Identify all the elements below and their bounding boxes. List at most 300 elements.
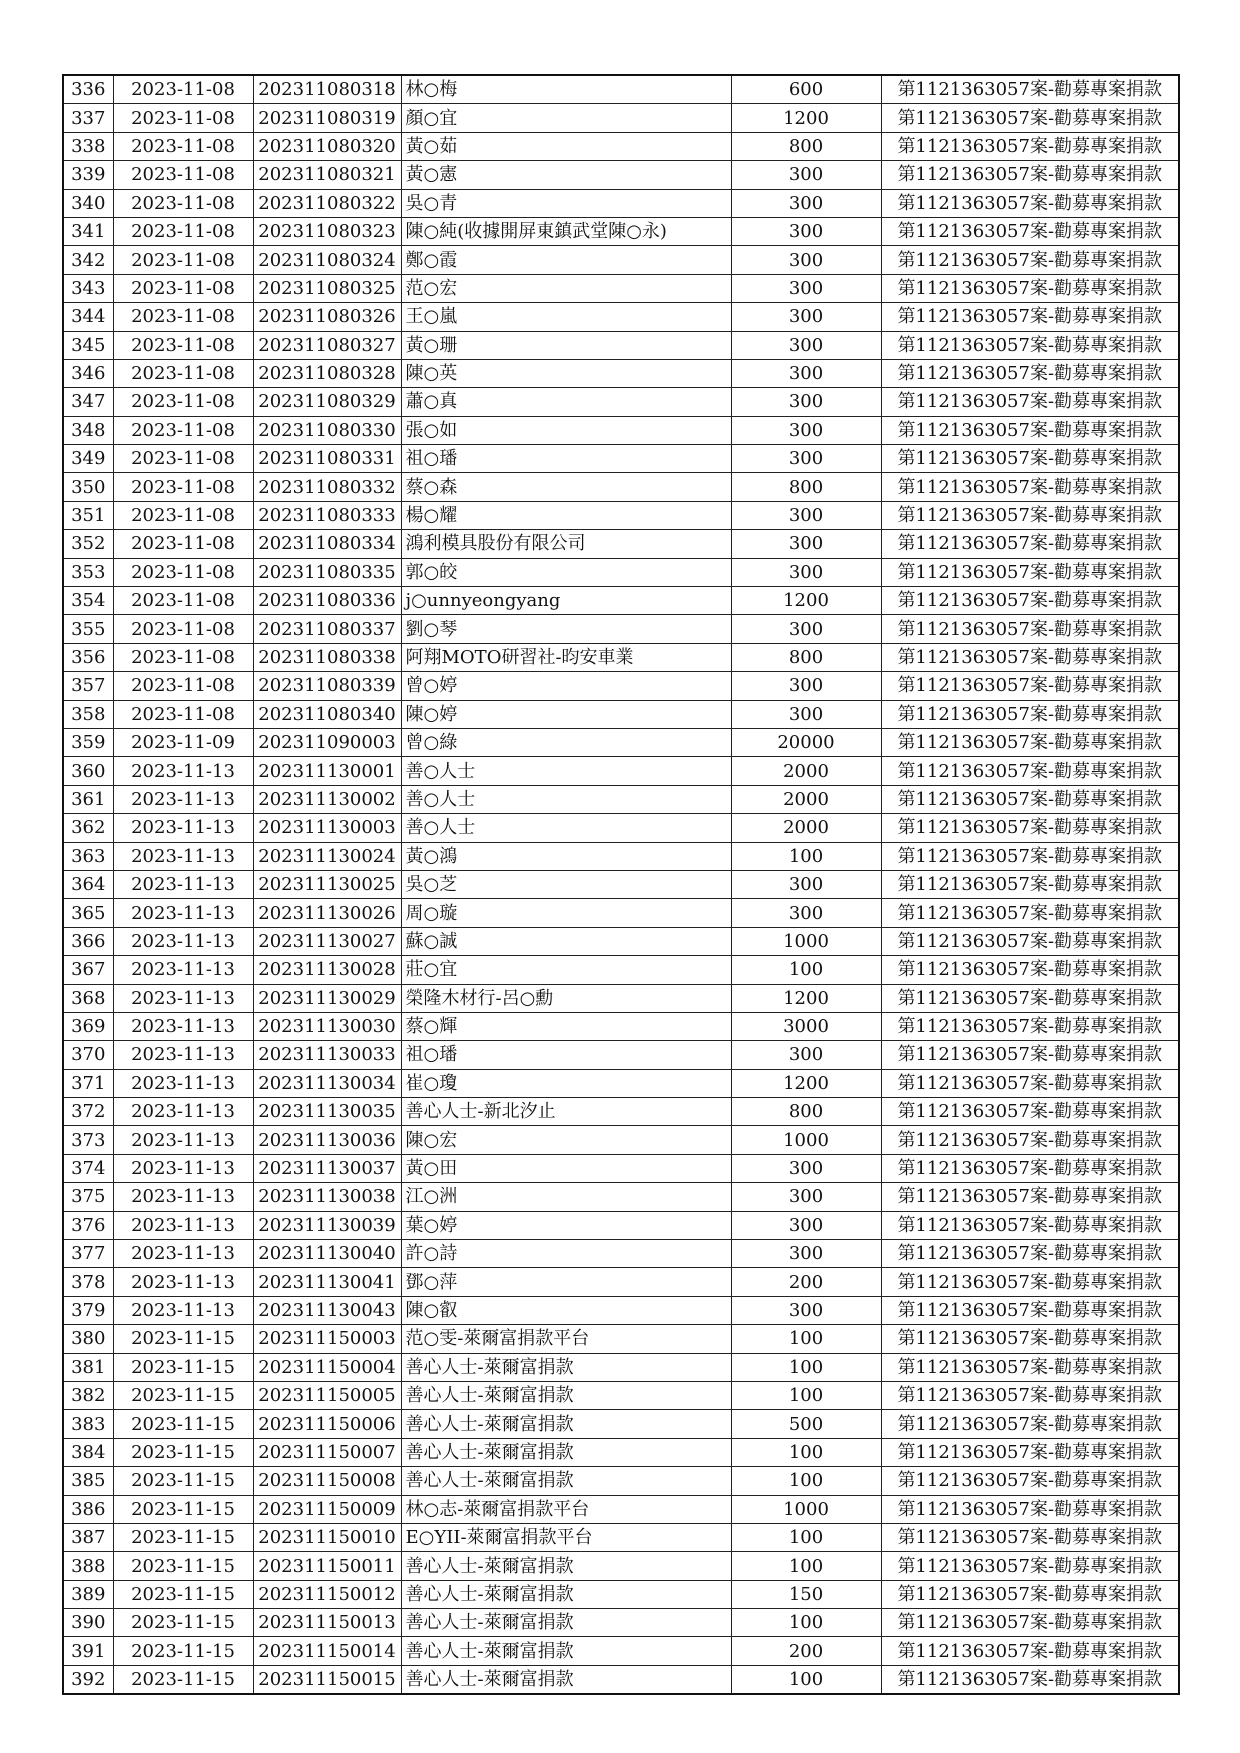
donor-name: 鄧○萍 <box>401 1268 731 1296</box>
donation-date: 2023-11-09 <box>113 728 253 756</box>
receipt-number: 202311130025 <box>253 870 401 898</box>
donor-name: 善○人士 <box>401 757 731 785</box>
donor-name: 陳○婷 <box>401 700 731 728</box>
case-note: 第1121363057案-勸募專案捐款 <box>881 217 1179 245</box>
receipt-number: 202311080340 <box>253 700 401 728</box>
donation-date: 2023-11-08 <box>113 558 253 586</box>
donation-date: 2023-11-08 <box>113 501 253 529</box>
row-number: 363 <box>63 842 113 870</box>
receipt-number: 202311150011 <box>253 1552 401 1580</box>
table-row <box>63 303 1179 331</box>
donor-name: 蕭○真 <box>401 388 731 416</box>
receipt-number: 202311130029 <box>253 984 401 1012</box>
case-note: 第1121363057案-勸募專案捐款 <box>881 104 1179 132</box>
donation-amount: 100 <box>731 1325 881 1353</box>
case-note: 第1121363057案-勸募專案捐款 <box>881 814 1179 842</box>
donor-name: E○YII-萊爾富捐款平台 <box>401 1523 731 1551</box>
case-note: 第1121363057案-勸募專案捐款 <box>881 1523 1179 1551</box>
table-row <box>63 501 1179 529</box>
donation-amount: 300 <box>731 416 881 444</box>
donor-name: 善○人士 <box>401 785 731 813</box>
donation-date: 2023-11-15 <box>113 1552 253 1580</box>
row-number: 345 <box>63 331 113 359</box>
table-row <box>63 1183 1179 1211</box>
row-number: 372 <box>63 1098 113 1126</box>
donation-date: 2023-11-13 <box>113 1012 253 1040</box>
donation-date: 2023-11-15 <box>113 1353 253 1381</box>
donor-name: 吳○青 <box>401 189 731 217</box>
table-row <box>63 274 1179 302</box>
donation-date: 2023-11-13 <box>113 1154 253 1182</box>
row-number: 371 <box>63 1069 113 1097</box>
case-note: 第1121363057案-勸募專案捐款 <box>881 530 1179 558</box>
donor-name: 江○洲 <box>401 1183 731 1211</box>
donor-name: 善心人士-萊爾富捐款 <box>401 1353 731 1381</box>
donation-amount: 1000 <box>731 1495 881 1523</box>
donation-date: 2023-11-15 <box>113 1495 253 1523</box>
receipt-number: 202311130035 <box>253 1098 401 1126</box>
donation-amount: 300 <box>731 359 881 387</box>
donor-name: 善心人士-萊爾富捐款 <box>401 1665 731 1694</box>
row-number: 378 <box>63 1268 113 1296</box>
donor-name: 陳○純(收據開屏東鎮武堂陳○永) <box>401 217 731 245</box>
row-number: 360 <box>63 757 113 785</box>
donation-amount: 100 <box>731 1552 881 1580</box>
donor-name: 蘇○誠 <box>401 927 731 955</box>
donation-amount: 300 <box>731 246 881 274</box>
table-row <box>63 615 1179 643</box>
donor-name: 張○如 <box>401 416 731 444</box>
receipt-number: 202311130001 <box>253 757 401 785</box>
donation-date: 2023-11-15 <box>113 1523 253 1551</box>
receipt-number: 202311150014 <box>253 1637 401 1665</box>
row-number: 380 <box>63 1325 113 1353</box>
row-number: 356 <box>63 643 113 671</box>
receipt-number: 202311150013 <box>253 1609 401 1637</box>
donation-date: 2023-11-13 <box>113 1126 253 1154</box>
table-row <box>63 1041 1179 1069</box>
row-number: 353 <box>63 558 113 586</box>
donor-name: 黃○茹 <box>401 132 731 160</box>
receipt-number: 202311150007 <box>253 1438 401 1466</box>
table-row <box>63 700 1179 728</box>
table-row <box>63 1012 1179 1040</box>
receipt-number: 202311150004 <box>253 1353 401 1381</box>
row-number: 365 <box>63 899 113 927</box>
receipt-number: 202311130003 <box>253 814 401 842</box>
donation-amount: 2000 <box>731 757 881 785</box>
table-row <box>63 785 1179 813</box>
table-row <box>63 331 1179 359</box>
donation-date: 2023-11-13 <box>113 814 253 842</box>
donor-name: 善心人士-萊爾富捐款 <box>401 1637 731 1665</box>
case-note: 第1121363057案-勸募專案捐款 <box>881 274 1179 302</box>
row-number: 379 <box>63 1296 113 1324</box>
donation-amount: 2000 <box>731 814 881 842</box>
donation-amount: 800 <box>731 643 881 671</box>
donor-name: 鴻利模具股份有限公司 <box>401 530 731 558</box>
donor-name: 祖○璠 <box>401 445 731 473</box>
row-number: 390 <box>63 1609 113 1637</box>
row-number: 349 <box>63 445 113 473</box>
row-number: 336 <box>63 75 113 104</box>
receipt-number: 202311080330 <box>253 416 401 444</box>
donation-date: 2023-11-13 <box>113 842 253 870</box>
donation-amount: 1200 <box>731 587 881 615</box>
receipt-number: 202311080318 <box>253 75 401 104</box>
donor-name: 陳○叡 <box>401 1296 731 1324</box>
table-row <box>63 445 1179 473</box>
donor-name: 陳○英 <box>401 359 731 387</box>
table-row <box>63 1353 1179 1381</box>
donation-amount: 300 <box>731 899 881 927</box>
donation-date: 2023-11-08 <box>113 274 253 302</box>
case-note: 第1121363057案-勸募專案捐款 <box>881 501 1179 529</box>
row-number: 389 <box>63 1580 113 1608</box>
donation-amount: 100 <box>731 1353 881 1381</box>
table-row <box>63 416 1179 444</box>
table-row <box>63 359 1179 387</box>
case-note: 第1121363057案-勸募專案捐款 <box>881 899 1179 927</box>
receipt-number: 202311080322 <box>253 189 401 217</box>
case-note: 第1121363057案-勸募專案捐款 <box>881 75 1179 104</box>
receipt-number: 202311080332 <box>253 473 401 501</box>
row-number: 377 <box>63 1240 113 1268</box>
donor-name: 黃○田 <box>401 1154 731 1182</box>
donor-name: 范○宏 <box>401 274 731 302</box>
donor-name: 善心人士-萊爾富捐款 <box>401 1438 731 1466</box>
donor-name: 范○雯-萊爾富捐款平台 <box>401 1325 731 1353</box>
donation-amount: 300 <box>731 615 881 643</box>
receipt-number: 202311130024 <box>253 842 401 870</box>
donor-name: 葉○婷 <box>401 1211 731 1239</box>
receipt-number: 202311150003 <box>253 1325 401 1353</box>
donation-amount: 1000 <box>731 1126 881 1154</box>
case-note: 第1121363057案-勸募專案捐款 <box>881 473 1179 501</box>
donation-date: 2023-11-15 <box>113 1637 253 1665</box>
receipt-number: 202311080324 <box>253 246 401 274</box>
donation-date: 2023-11-15 <box>113 1410 253 1438</box>
row-number: 373 <box>63 1126 113 1154</box>
donation-date: 2023-11-08 <box>113 445 253 473</box>
row-number: 351 <box>63 501 113 529</box>
row-number: 357 <box>63 672 113 700</box>
case-note: 第1121363057案-勸募專案捐款 <box>881 1268 1179 1296</box>
row-number: 337 <box>63 104 113 132</box>
row-number: 383 <box>63 1410 113 1438</box>
case-note: 第1121363057案-勸募專案捐款 <box>881 246 1179 274</box>
donation-date: 2023-11-08 <box>113 104 253 132</box>
receipt-number: 202311150006 <box>253 1410 401 1438</box>
donor-name: 黃○珊 <box>401 331 731 359</box>
donation-date: 2023-11-15 <box>113 1609 253 1637</box>
donation-amount: 1200 <box>731 1069 881 1097</box>
donor-name: j○unnyeongyang <box>401 587 731 615</box>
receipt-number: 202311150015 <box>253 1665 401 1694</box>
donation-date: 2023-11-13 <box>113 984 253 1012</box>
donation-date: 2023-11-13 <box>113 1211 253 1239</box>
donation-amount: 800 <box>731 473 881 501</box>
donation-date: 2023-11-08 <box>113 331 253 359</box>
donation-date: 2023-11-08 <box>113 246 253 274</box>
row-number: 343 <box>63 274 113 302</box>
donation-amount: 200 <box>731 1268 881 1296</box>
row-number: 352 <box>63 530 113 558</box>
donation-date: 2023-11-08 <box>113 643 253 671</box>
table-row <box>63 587 1179 615</box>
donation-amount: 500 <box>731 1410 881 1438</box>
row-number: 370 <box>63 1041 113 1069</box>
case-note: 第1121363057案-勸募專案捐款 <box>881 587 1179 615</box>
receipt-number: 202311080326 <box>253 303 401 331</box>
table-row <box>63 1495 1179 1523</box>
case-note: 第1121363057案-勸募專案捐款 <box>881 785 1179 813</box>
donation-amount: 3000 <box>731 1012 881 1040</box>
table-row <box>63 1154 1179 1182</box>
table-row <box>63 132 1179 160</box>
receipt-number: 202311130040 <box>253 1240 401 1268</box>
donation-date: 2023-11-08 <box>113 416 253 444</box>
case-note: 第1121363057案-勸募專案捐款 <box>881 1069 1179 1097</box>
donation-amount: 300 <box>731 1041 881 1069</box>
row-number: 342 <box>63 246 113 274</box>
donation-amount: 300 <box>731 1154 881 1182</box>
table-row <box>63 1637 1179 1665</box>
donation-date: 2023-11-08 <box>113 388 253 416</box>
donation-amount: 800 <box>731 1098 881 1126</box>
donation-amount: 150 <box>731 1580 881 1608</box>
donation-date: 2023-11-13 <box>113 927 253 955</box>
donor-name: 阿翔MOTO研習社-昀安車業 <box>401 643 731 671</box>
receipt-number: 202311080339 <box>253 672 401 700</box>
table-row <box>63 956 1179 984</box>
case-note: 第1121363057案-勸募專案捐款 <box>881 331 1179 359</box>
donor-name: 郭○皎 <box>401 558 731 586</box>
donation-date: 2023-11-13 <box>113 1069 253 1097</box>
case-note: 第1121363057案-勸募專案捐款 <box>881 1353 1179 1381</box>
case-note: 第1121363057案-勸募專案捐款 <box>881 359 1179 387</box>
donor-name: 蔡○輝 <box>401 1012 731 1040</box>
case-note: 第1121363057案-勸募專案捐款 <box>881 927 1179 955</box>
receipt-number: 202311080335 <box>253 558 401 586</box>
table-row <box>63 814 1179 842</box>
donor-name: 善心人士-萊爾富捐款 <box>401 1381 731 1409</box>
donation-amount: 20000 <box>731 728 881 756</box>
case-note: 第1121363057案-勸募專案捐款 <box>881 445 1179 473</box>
receipt-number: 202311150005 <box>253 1381 401 1409</box>
case-note: 第1121363057案-勸募專案捐款 <box>881 984 1179 1012</box>
donor-name: 陳○宏 <box>401 1126 731 1154</box>
donor-name: 黃○憲 <box>401 161 731 189</box>
case-note: 第1121363057案-勸募專案捐款 <box>881 1154 1179 1182</box>
donation-date: 2023-11-13 <box>113 1041 253 1069</box>
receipt-number: 202311130034 <box>253 1069 401 1097</box>
row-number: 359 <box>63 728 113 756</box>
donation-amount: 300 <box>731 161 881 189</box>
row-number: 364 <box>63 870 113 898</box>
donation-amount: 1200 <box>731 984 881 1012</box>
case-note: 第1121363057案-勸募專案捐款 <box>881 1552 1179 1580</box>
donation-date: 2023-11-08 <box>113 530 253 558</box>
receipt-number: 202311130030 <box>253 1012 401 1040</box>
table-row <box>63 899 1179 927</box>
row-number: 350 <box>63 473 113 501</box>
donation-date: 2023-11-13 <box>113 899 253 927</box>
table-row <box>63 842 1179 870</box>
row-number: 341 <box>63 217 113 245</box>
donation-date: 2023-11-08 <box>113 700 253 728</box>
table-row <box>63 1552 1179 1580</box>
table-row <box>63 1296 1179 1324</box>
table-row <box>63 104 1179 132</box>
case-note: 第1121363057案-勸募專案捐款 <box>881 757 1179 785</box>
donation-date: 2023-11-08 <box>113 359 253 387</box>
case-note: 第1121363057案-勸募專案捐款 <box>881 1211 1179 1239</box>
donation-amount: 2000 <box>731 785 881 813</box>
donation-amount: 100 <box>731 1381 881 1409</box>
case-note: 第1121363057案-勸募專案捐款 <box>881 189 1179 217</box>
donor-name: 蔡○森 <box>401 473 731 501</box>
donation-amount: 300 <box>731 303 881 331</box>
table-row <box>63 189 1179 217</box>
table-row <box>63 1381 1179 1409</box>
row-number: 387 <box>63 1523 113 1551</box>
case-note: 第1121363057案-勸募專案捐款 <box>881 672 1179 700</box>
donor-name: 善○人士 <box>401 814 731 842</box>
donation-amount: 1200 <box>731 104 881 132</box>
case-note: 第1121363057案-勸募專案捐款 <box>881 728 1179 756</box>
donation-amount: 100 <box>731 1665 881 1694</box>
receipt-number: 202311080336 <box>253 587 401 615</box>
donation-amount: 100 <box>731 1523 881 1551</box>
receipt-number: 202311080338 <box>253 643 401 671</box>
table-row <box>63 1438 1179 1466</box>
donation-amount: 300 <box>731 870 881 898</box>
donation-date: 2023-11-13 <box>113 757 253 785</box>
row-number: 347 <box>63 388 113 416</box>
donor-name: 顏○宜 <box>401 104 731 132</box>
donation-amount: 100 <box>731 842 881 870</box>
donation-amount: 300 <box>731 1240 881 1268</box>
receipt-number: 202311080334 <box>253 530 401 558</box>
donation-amount: 600 <box>731 75 881 104</box>
case-note: 第1121363057案-勸募專案捐款 <box>881 643 1179 671</box>
donation-amount: 100 <box>731 1467 881 1495</box>
table-row <box>63 1069 1179 1097</box>
row-number: 354 <box>63 587 113 615</box>
row-number: 358 <box>63 700 113 728</box>
donation-date: 2023-11-15 <box>113 1438 253 1466</box>
donation-amount: 300 <box>731 217 881 245</box>
receipt-number: 202311130026 <box>253 899 401 927</box>
receipt-number: 202311130043 <box>253 1296 401 1324</box>
table-row <box>63 473 1179 501</box>
receipt-number: 202311080320 <box>253 132 401 160</box>
row-number: 366 <box>63 927 113 955</box>
receipt-number: 202311080327 <box>253 331 401 359</box>
donation-date: 2023-11-13 <box>113 956 253 984</box>
receipt-number: 202311150009 <box>253 1495 401 1523</box>
row-number: 391 <box>63 1637 113 1665</box>
case-note: 第1121363057案-勸募專案捐款 <box>881 1381 1179 1409</box>
receipt-number: 202311150010 <box>253 1523 401 1551</box>
case-note: 第1121363057案-勸募專案捐款 <box>881 956 1179 984</box>
donation-amount: 300 <box>731 1211 881 1239</box>
donation-date: 2023-11-13 <box>113 1183 253 1211</box>
donation-date: 2023-11-08 <box>113 189 253 217</box>
row-number: 355 <box>63 615 113 643</box>
table-row <box>63 558 1179 586</box>
receipt-number: 202311150008 <box>253 1467 401 1495</box>
donation-date: 2023-11-13 <box>113 1098 253 1126</box>
receipt-number: 202311080333 <box>253 501 401 529</box>
table-row <box>63 1126 1179 1154</box>
table-row <box>63 728 1179 756</box>
donation-amount: 300 <box>731 1183 881 1211</box>
receipt-number: 202311150012 <box>253 1580 401 1608</box>
case-note: 第1121363057案-勸募專案捐款 <box>881 1609 1179 1637</box>
row-number: 385 <box>63 1467 113 1495</box>
receipt-number: 202311080331 <box>253 445 401 473</box>
receipt-number: 202311080328 <box>253 359 401 387</box>
case-note: 第1121363057案-勸募專案捐款 <box>881 1041 1179 1069</box>
row-number: 375 <box>63 1183 113 1211</box>
donor-name: 善心人士-萊爾富捐款 <box>401 1552 731 1580</box>
receipt-number: 202311130037 <box>253 1154 401 1182</box>
case-note: 第1121363057案-勸募專案捐款 <box>881 1240 1179 1268</box>
receipt-number: 202311080325 <box>253 274 401 302</box>
table-row <box>63 1240 1179 1268</box>
table-row <box>63 1098 1179 1126</box>
receipt-number: 202311080319 <box>253 104 401 132</box>
donation-amount: 100 <box>731 1609 881 1637</box>
table-row <box>63 672 1179 700</box>
donation-date: 2023-11-08 <box>113 217 253 245</box>
receipt-number: 202311080321 <box>253 161 401 189</box>
case-note: 第1121363057案-勸募專案捐款 <box>881 1665 1179 1694</box>
donation-date: 2023-11-08 <box>113 75 253 104</box>
table-row <box>63 1665 1179 1694</box>
donation-date: 2023-11-13 <box>113 1268 253 1296</box>
donor-name: 曾○婷 <box>401 672 731 700</box>
row-number: 367 <box>63 956 113 984</box>
donation-amount: 100 <box>731 1438 881 1466</box>
table-row <box>63 984 1179 1012</box>
row-number: 361 <box>63 785 113 813</box>
donation-amount: 1000 <box>731 927 881 955</box>
donation-amount: 300 <box>731 501 881 529</box>
table-row <box>63 1580 1179 1608</box>
case-note: 第1121363057案-勸募專案捐款 <box>881 1325 1179 1353</box>
receipt-number: 202311130036 <box>253 1126 401 1154</box>
case-note: 第1121363057案-勸募專案捐款 <box>881 558 1179 586</box>
donor-name: 善心人士-萊爾富捐款 <box>401 1410 731 1438</box>
receipt-number: 202311130038 <box>253 1183 401 1211</box>
row-number: 384 <box>63 1438 113 1466</box>
receipt-number: 202311130027 <box>253 927 401 955</box>
row-number: 386 <box>63 1495 113 1523</box>
donation-amount: 300 <box>731 274 881 302</box>
table-row <box>63 246 1179 274</box>
donation-date: 2023-11-15 <box>113 1467 253 1495</box>
case-note: 第1121363057案-勸募專案捐款 <box>881 1438 1179 1466</box>
case-note: 第1121363057案-勸募專案捐款 <box>881 303 1179 331</box>
row-number: 382 <box>63 1381 113 1409</box>
donation-amount: 300 <box>731 1296 881 1324</box>
donor-name: 曾○綠 <box>401 728 731 756</box>
table-row <box>63 927 1179 955</box>
donor-name: 王○嵐 <box>401 303 731 331</box>
